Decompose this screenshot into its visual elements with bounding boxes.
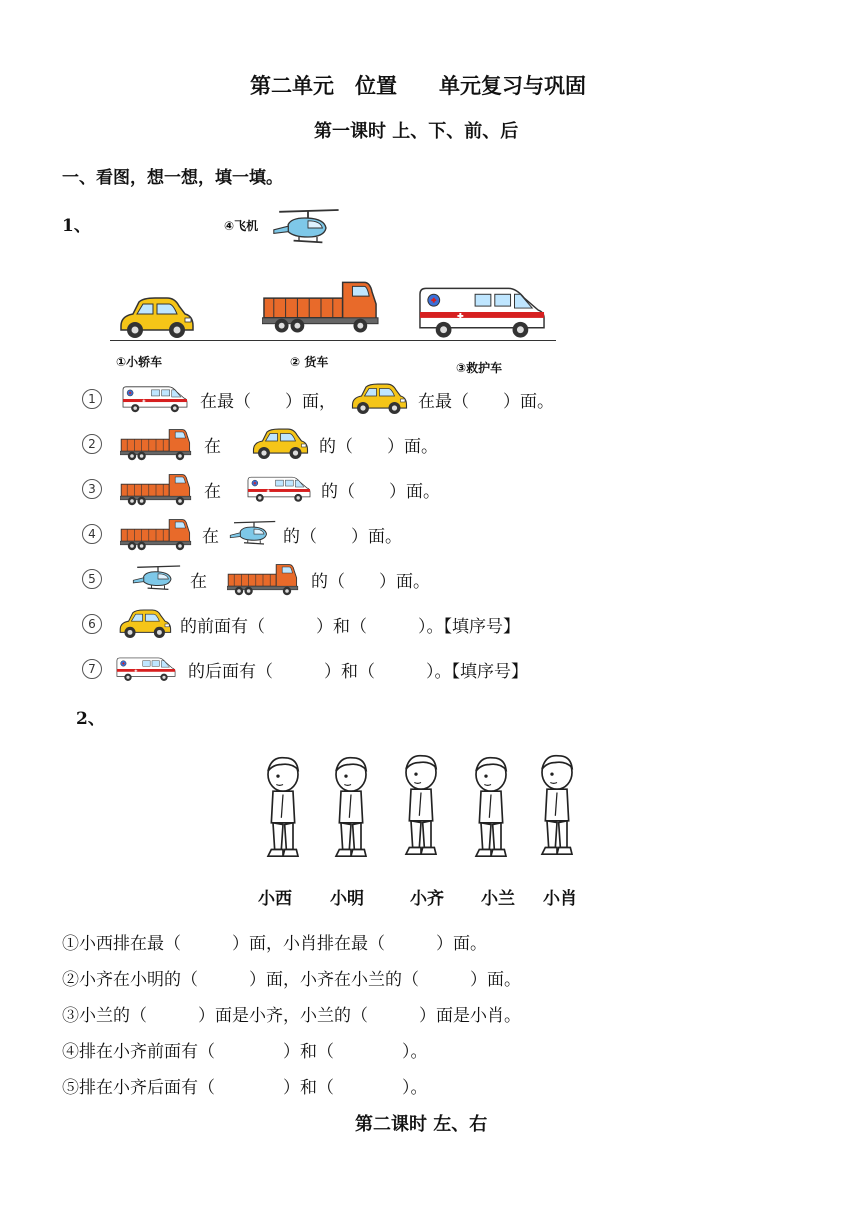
item-number: 2 xyxy=(82,434,102,454)
truck-icon xyxy=(120,516,192,552)
q1-item-6 xyxy=(82,606,524,642)
q1-item-4 xyxy=(82,516,406,552)
item-text: 的后面有（ ）和（ ）。【填序号】 xyxy=(188,661,528,682)
child-icon xyxy=(326,746,376,868)
truck-label: ② 货车 xyxy=(290,355,329,369)
lesson-1-title: 第一课时 上、下、前、后 xyxy=(314,121,519,142)
q2-item-1: ①小西排在最（ ）面，小肖排在最（ ）面。 xyxy=(62,934,487,954)
item-number: 4 xyxy=(82,524,102,544)
q1-item-1 xyxy=(82,381,558,417)
q2-item-4: ④排在小齐前面有（ ）和（ ）。 xyxy=(62,1042,428,1062)
car-icon xyxy=(249,427,309,461)
kid-name: 小明 xyxy=(330,889,364,909)
truck-icon xyxy=(262,278,380,334)
child-icon xyxy=(396,742,446,868)
child-icon xyxy=(466,746,516,868)
child-icon xyxy=(258,746,308,868)
car-icon xyxy=(115,296,195,340)
truck-icon xyxy=(120,426,192,462)
lesson-2-title: 第二课时 左、右 xyxy=(355,1114,488,1135)
ambulance-icon xyxy=(247,473,311,505)
q2-item-3: ③小兰的（ ）面是小齐，小兰的（ ）面是小肖。 xyxy=(62,1006,521,1026)
ambulance-icon xyxy=(116,654,176,684)
item-text: 在 xyxy=(202,526,219,547)
item-text: 在最（ ）面。 xyxy=(418,391,554,412)
plane-label: ④飞机 xyxy=(224,219,259,233)
helicopter-icon xyxy=(132,562,184,596)
car-icon xyxy=(348,382,408,416)
item-number: 1 xyxy=(82,389,102,409)
ambulance-icon xyxy=(122,383,188,415)
item-number: 3 xyxy=(82,479,102,499)
helicopter-icon xyxy=(272,206,344,250)
ambulance-label: ③救护车 xyxy=(456,361,503,375)
item-text: 的（ ）面。 xyxy=(311,571,430,592)
item-number: 7 xyxy=(82,659,102,679)
item-text: 的（ ）面。 xyxy=(321,481,440,502)
page-title: 第二单元 位置 单元复习与巩固 xyxy=(250,73,586,98)
child-icon xyxy=(532,742,582,868)
item-text: 在 xyxy=(204,481,221,502)
kid-name: 小齐 xyxy=(410,889,444,909)
item-number: 5 xyxy=(82,569,102,589)
ambulance-icon xyxy=(418,284,546,340)
road-line xyxy=(110,340,556,341)
item-text: 在 xyxy=(204,436,221,457)
q1-item-5 xyxy=(82,561,434,597)
q2-item-2: ②小齐在小明的（ ）面，小齐在小兰的（ ）面。 xyxy=(62,970,521,990)
q1-item-3 xyxy=(82,471,444,507)
helicopter-icon xyxy=(229,518,279,550)
kid-name: 小西 xyxy=(258,889,292,909)
q2-item-5: ⑤排在小齐后面有（ ）和（ ）。 xyxy=(62,1078,428,1098)
truck-icon xyxy=(227,561,299,597)
item-text: 的（ ）面。 xyxy=(319,436,438,457)
section-1-heading: 一、看图，想一想，填一填。 xyxy=(62,168,283,188)
question-2-label: 2、 xyxy=(76,709,105,729)
item-number: 6 xyxy=(82,614,102,634)
question-1-label: 1、 xyxy=(62,216,91,236)
kid-name: 小肖 xyxy=(543,889,577,909)
kid-name: 小兰 xyxy=(481,889,515,909)
item-text: 在最（ ）面， xyxy=(200,391,336,412)
q1-item-2 xyxy=(82,426,442,462)
car-label: ①小轿车 xyxy=(116,355,163,369)
truck-icon xyxy=(120,471,192,507)
item-text: 的前面有（ ）和（ ）。【填序号】 xyxy=(180,616,520,637)
q1-item-7 xyxy=(82,651,532,687)
car-icon xyxy=(116,608,172,640)
item-text: 的（ ）面。 xyxy=(283,526,402,547)
item-text: 在 xyxy=(190,571,207,592)
